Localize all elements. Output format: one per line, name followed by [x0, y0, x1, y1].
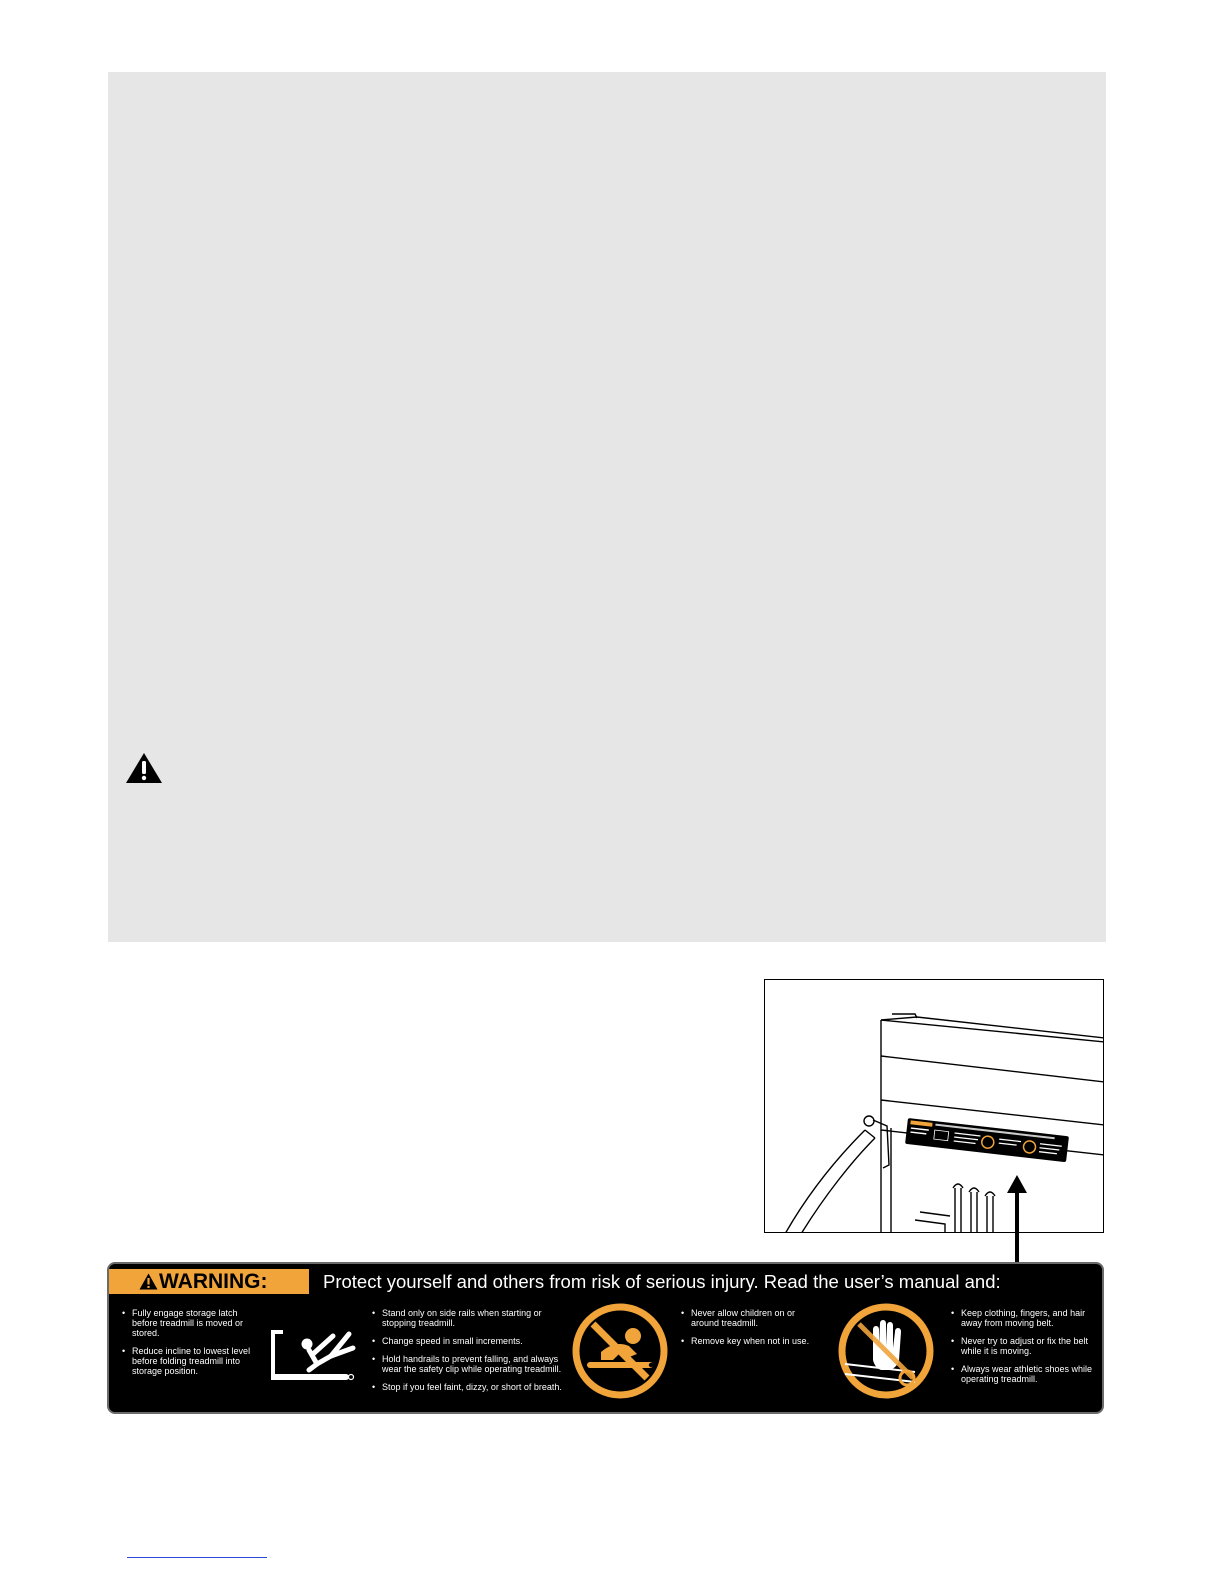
decal-column-1 — [122, 1308, 262, 1384]
caution-panel — [108, 72, 1106, 942]
decal-location-illustration — [764, 979, 1104, 1233]
pointer-arrow-icon — [1006, 1175, 1028, 1267]
no-hand-near-belt-icon — [837, 1302, 935, 1400]
decal-bullet: • Remove key when not in use. — [681, 1336, 821, 1346]
no-children-icon — [571, 1302, 669, 1400]
warning-tag — [109, 1269, 309, 1294]
decal-bullet: • Stop if you feel faint, dizzy, or short of breath. — [372, 1382, 572, 1392]
decal-column-3 — [681, 1308, 821, 1354]
decal-bullet: • Always wear athletic shoes while operating treadmill. — [951, 1364, 1093, 1384]
decal-headline: Protect yourself and others from risk of serious injury. Read the user’s manual and: — [323, 1271, 1001, 1292]
decal-bullet: • Stand only on side rails when starting or stopping treadmill. — [372, 1308, 572, 1328]
decal-bullet: • Change speed in small increments. — [372, 1336, 572, 1346]
decal-bullet: • Hold handrails to prevent falling, and always wear the safety clip while operating treadmill. — [372, 1354, 572, 1374]
warning-label: WARNING: — [159, 1270, 268, 1293]
footer-link-underline[interactable] — [127, 1557, 267, 1558]
decal-bullet: • Never try to adjust or fix the belt while it is moving. — [951, 1336, 1093, 1356]
warning-triangle-icon — [139, 1273, 158, 1290]
decal-column-4 — [951, 1308, 1093, 1392]
decal-bullet: • Keep clothing, fingers, and hair away from moving belt. — [951, 1308, 1093, 1328]
decal-bullet: • Fully engage storage latch before treadmill is moved or stored. — [122, 1308, 262, 1338]
warning-triangle-icon — [125, 752, 163, 784]
falling-person-icon — [269, 1326, 359, 1384]
decal-bullet: • Reduce incline to lowest level before folding treadmill into storage position. — [122, 1346, 262, 1376]
decal-column-2 — [372, 1308, 572, 1400]
decal-header — [109, 1269, 1104, 1295]
warning-decal — [107, 1262, 1104, 1414]
decal-bullet: • Never allow children on or around treadmill. — [681, 1308, 821, 1328]
treadmill-illustration — [765, 980, 1104, 1233]
